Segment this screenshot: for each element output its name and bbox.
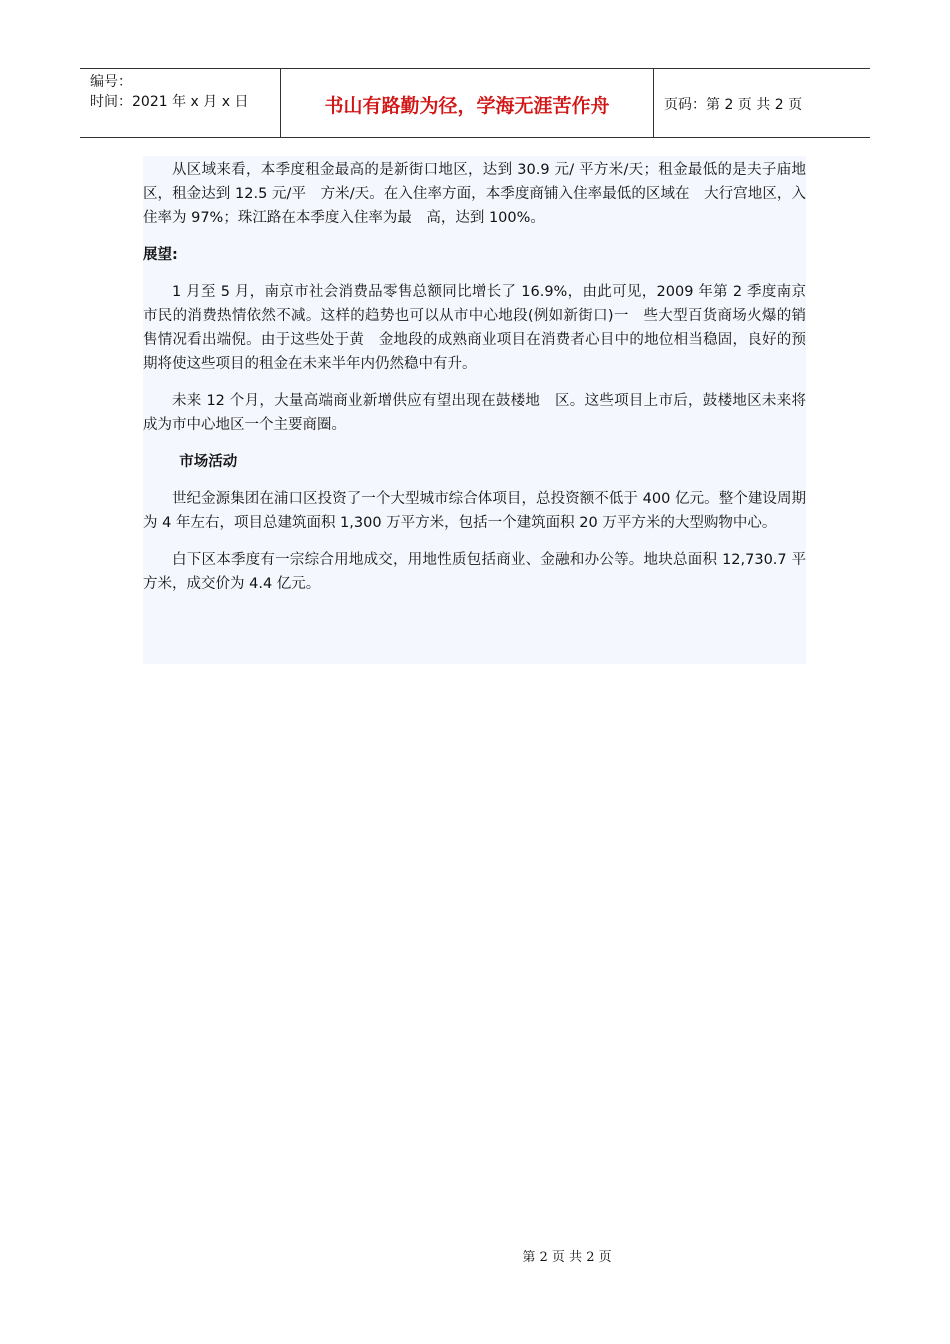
paragraph-outlook-gulou: 未来 12 个月，大量高端商业新增供应有望出现在鼓楼地 区。这些项目上市后，鼓楼地区未来将成为市中心地区一个主要商圈。 bbox=[143, 393, 806, 433]
paragraph-market-baixia: 白下区本季度有一宗综合用地成交，用地性质包括商业、金融和办公等。地块总面积 12,730.7 平方米，成交价为 4.4 亿元。 bbox=[143, 552, 806, 592]
page-code: 页码：第 2 页 共 2 页 bbox=[664, 97, 803, 113]
heading-outlook: 展望: bbox=[143, 247, 178, 263]
heading-market-activity: 市场活动 bbox=[179, 454, 238, 470]
time-label: 时间：2021 年 x 月 x 日 bbox=[90, 94, 249, 110]
page-footer: 第 2 页 共 2 页 bbox=[522, 1250, 612, 1265]
number-label: 编号： bbox=[90, 74, 132, 90]
header-table bbox=[80, 68, 870, 138]
document-body bbox=[143, 156, 806, 664]
header-meta bbox=[80, 69, 281, 137]
paragraph-market-jinyuan: 世纪金源集团在浦口区投资了一个大型城市综合体项目，总投资额不低于 400 亿元。整个建设周期为 4 年左右，项目总建筑面积 1,300 万平方米，包括一个建筑面积 20 万平方米的大型购物中心。 bbox=[143, 491, 806, 531]
paragraph-rent-region: 从区域来看，本季度租金最高的是新街口地区，达到 30.9 元/ 平方米/天；租金最低的是夫子庙地区，租金达到 12.5 元/平 方米/天。在入住率方面，本季度商铺入住率最低的区域在 大行宫地区，入住率为 97%；珠江路在本季度入住率为最 高，达到 100%。 bbox=[143, 162, 806, 226]
paragraph-outlook-retail: 1 月至 5 月，南京市社会消费品零售总额同比增长了 16.9%，由此可见，2009 年第 2 季度南京市民的消费热情依然不减。这样的趋势也可以从市中心地段(例如新街口)一 些大型百货商场火爆的销售情况看出端倪。由于这些处于黄 金地段的成熟商业项目在消费者心目中的地位相当稳固，良好的预期将使这些项目的租金在未来半年内仍然稳中有升。 bbox=[143, 284, 806, 372]
motto: 书山有路勤为径，学海无涯苦作舟 bbox=[281, 69, 654, 137]
